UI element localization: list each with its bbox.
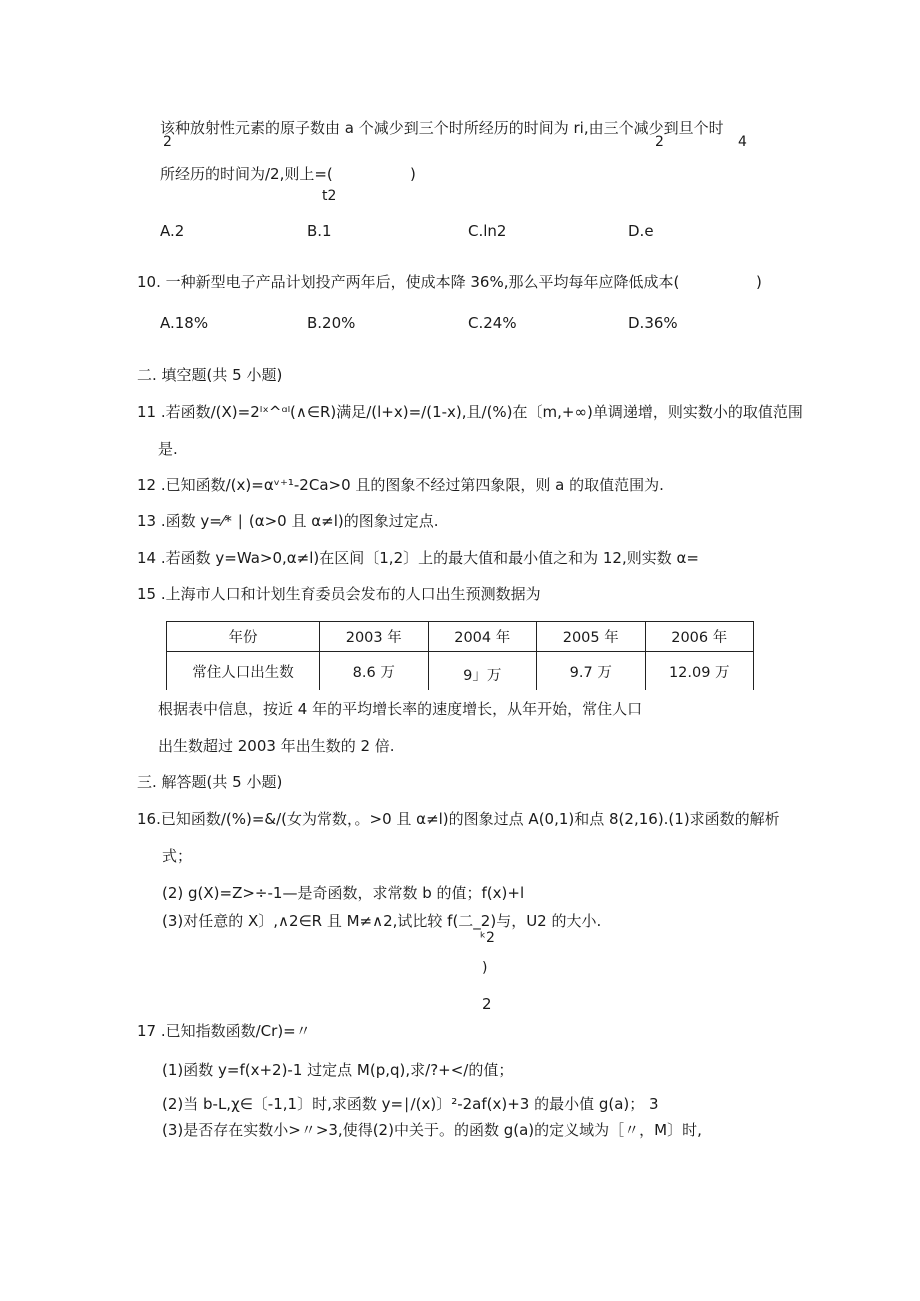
table-row: [167, 652, 754, 691]
q9-frac-denominator-right: 4: [738, 134, 747, 150]
q17-line2: (1)函数 y=f(x+2)-1 过定点 M(p,q),求/?+</的值；: [162, 1061, 514, 1079]
q16-line4: (3)对任意的 X〕,∧2∈R 且 M≠∧2,试比较 f(二_2)与，U2 的大小.: [162, 912, 602, 930]
q9-line2: 所经历的时间为/2,则上=(: [160, 165, 333, 183]
q17-line4: (3)是否存在实数小>〃>3,使得(2)中关于。的函数 g(a)的定义域为［〃，M〕时,: [162, 1121, 702, 1139]
q9-option-a: A.2: [160, 222, 185, 240]
q16-line2: 式；: [162, 847, 193, 865]
table-cell: 9」万: [428, 652, 537, 691]
q14-text: 14 .若函数 y=Wa>0,α≠l)在区间〔1,2〕上的最大值和最小值之和为 12,则实数 α=: [137, 549, 699, 567]
q10-option-d: D.36%: [628, 314, 678, 332]
q17-line3: (2)当 b-L,χ∈〔-1,1〕时,求函数 y=∣∕(x)〕²-2af(x)+3 的最小值 g(a)； 3: [162, 1095, 659, 1113]
q9-line1: 该种放射性元素的原子数由 a 个减少到三个时所经历的时间为 ri,由三个减少到旦个时: [160, 119, 724, 137]
q15-text: 15 .上海市人口和计划生育委员会发布的人口出生预测数据为: [137, 585, 541, 603]
q12-text: 12 .已知函数/(x)=αᵛ⁺¹-2Ca>0 且的图象不经过第四象限，则 a 的取值范围为.: [137, 476, 664, 494]
q11-line1: 11 .若函数/(X)=2ˡˣ^ᵅˡ(∧∈R)满足/(l+x)=/(1-x),且/(%)在〔m,+∞)单调递增，则实数小的取值范围: [137, 403, 803, 421]
q10-option-a: A.18%: [160, 314, 209, 332]
q16-fraction-fragment-2: ): [482, 960, 488, 976]
table-header-row: [167, 622, 754, 652]
section-2-heading: 二. 填空题(共 5 小题): [137, 366, 283, 384]
q13-text: 13 .函数 y=⁄* ∣ (α>0 且 α≠l)的图象过定点.: [137, 512, 439, 530]
q9-option-c: C.ln2: [468, 222, 507, 240]
table-cell: 12.09 万: [645, 652, 754, 691]
q15-after-line1: 根据表中信息，按近 4 年的平均增长率的速度增长，从年开始，常住人口: [158, 700, 643, 718]
q17-line1: 17 .已知指数函数/Cr)=〃: [137, 1022, 311, 1040]
q16-fraction-fragment-1: ᵏ2: [480, 930, 495, 946]
q10-option-c: C.24%: [468, 314, 517, 332]
table-header-cell: 2005 年: [537, 622, 646, 652]
q10-option-b: B.20%: [307, 314, 356, 332]
q16-line3: (2) g(X)=Z>÷-1—是奇函数，求常数 b 的值；f(x)+l: [162, 884, 525, 902]
table-cell: 常住人口出生数: [167, 652, 320, 691]
q15-after-line2: 出生数超过 2003 年出生数的 2 倍.: [158, 737, 395, 755]
table-header-cell: 年份: [167, 622, 320, 652]
q16-line1: 16.已知函数/(%)=&/(女为常数，。>0 且 α≠l)的图象过点 A(0,1)和点 8(2,16).(1)求函数的解析: [137, 810, 780, 828]
table-header-cell: 2003 年: [320, 622, 429, 652]
q9-line2-denominator: t2: [322, 188, 337, 204]
q16-fraction-fragment-3: 2: [482, 995, 492, 1013]
table-cell: 9.7 万: [537, 652, 646, 691]
q9-line2-close-paren: ): [410, 165, 416, 183]
q9-option-d: D.e: [628, 222, 654, 240]
q9-frac-denominator-mid: 2: [655, 134, 664, 150]
table-header-cell: 2004 年: [428, 622, 537, 652]
q11-line2: 是.: [158, 440, 178, 458]
q10-close-paren: ): [756, 273, 762, 291]
q9-frac-denominator-left: 2: [163, 134, 172, 150]
table-header-cell: 2006 年: [645, 622, 754, 652]
q10-text: 10. 一种新型电子产品计划投产两年后，使成本降 36%,那么平均每年应降低成本(: [137, 273, 680, 291]
section-3-heading: 三. 解答题(共 5 小题): [137, 773, 283, 791]
birth-data-table: [166, 621, 754, 690]
q9-option-b: B.1: [307, 222, 332, 240]
table-cell: 8.6 万: [320, 652, 429, 691]
